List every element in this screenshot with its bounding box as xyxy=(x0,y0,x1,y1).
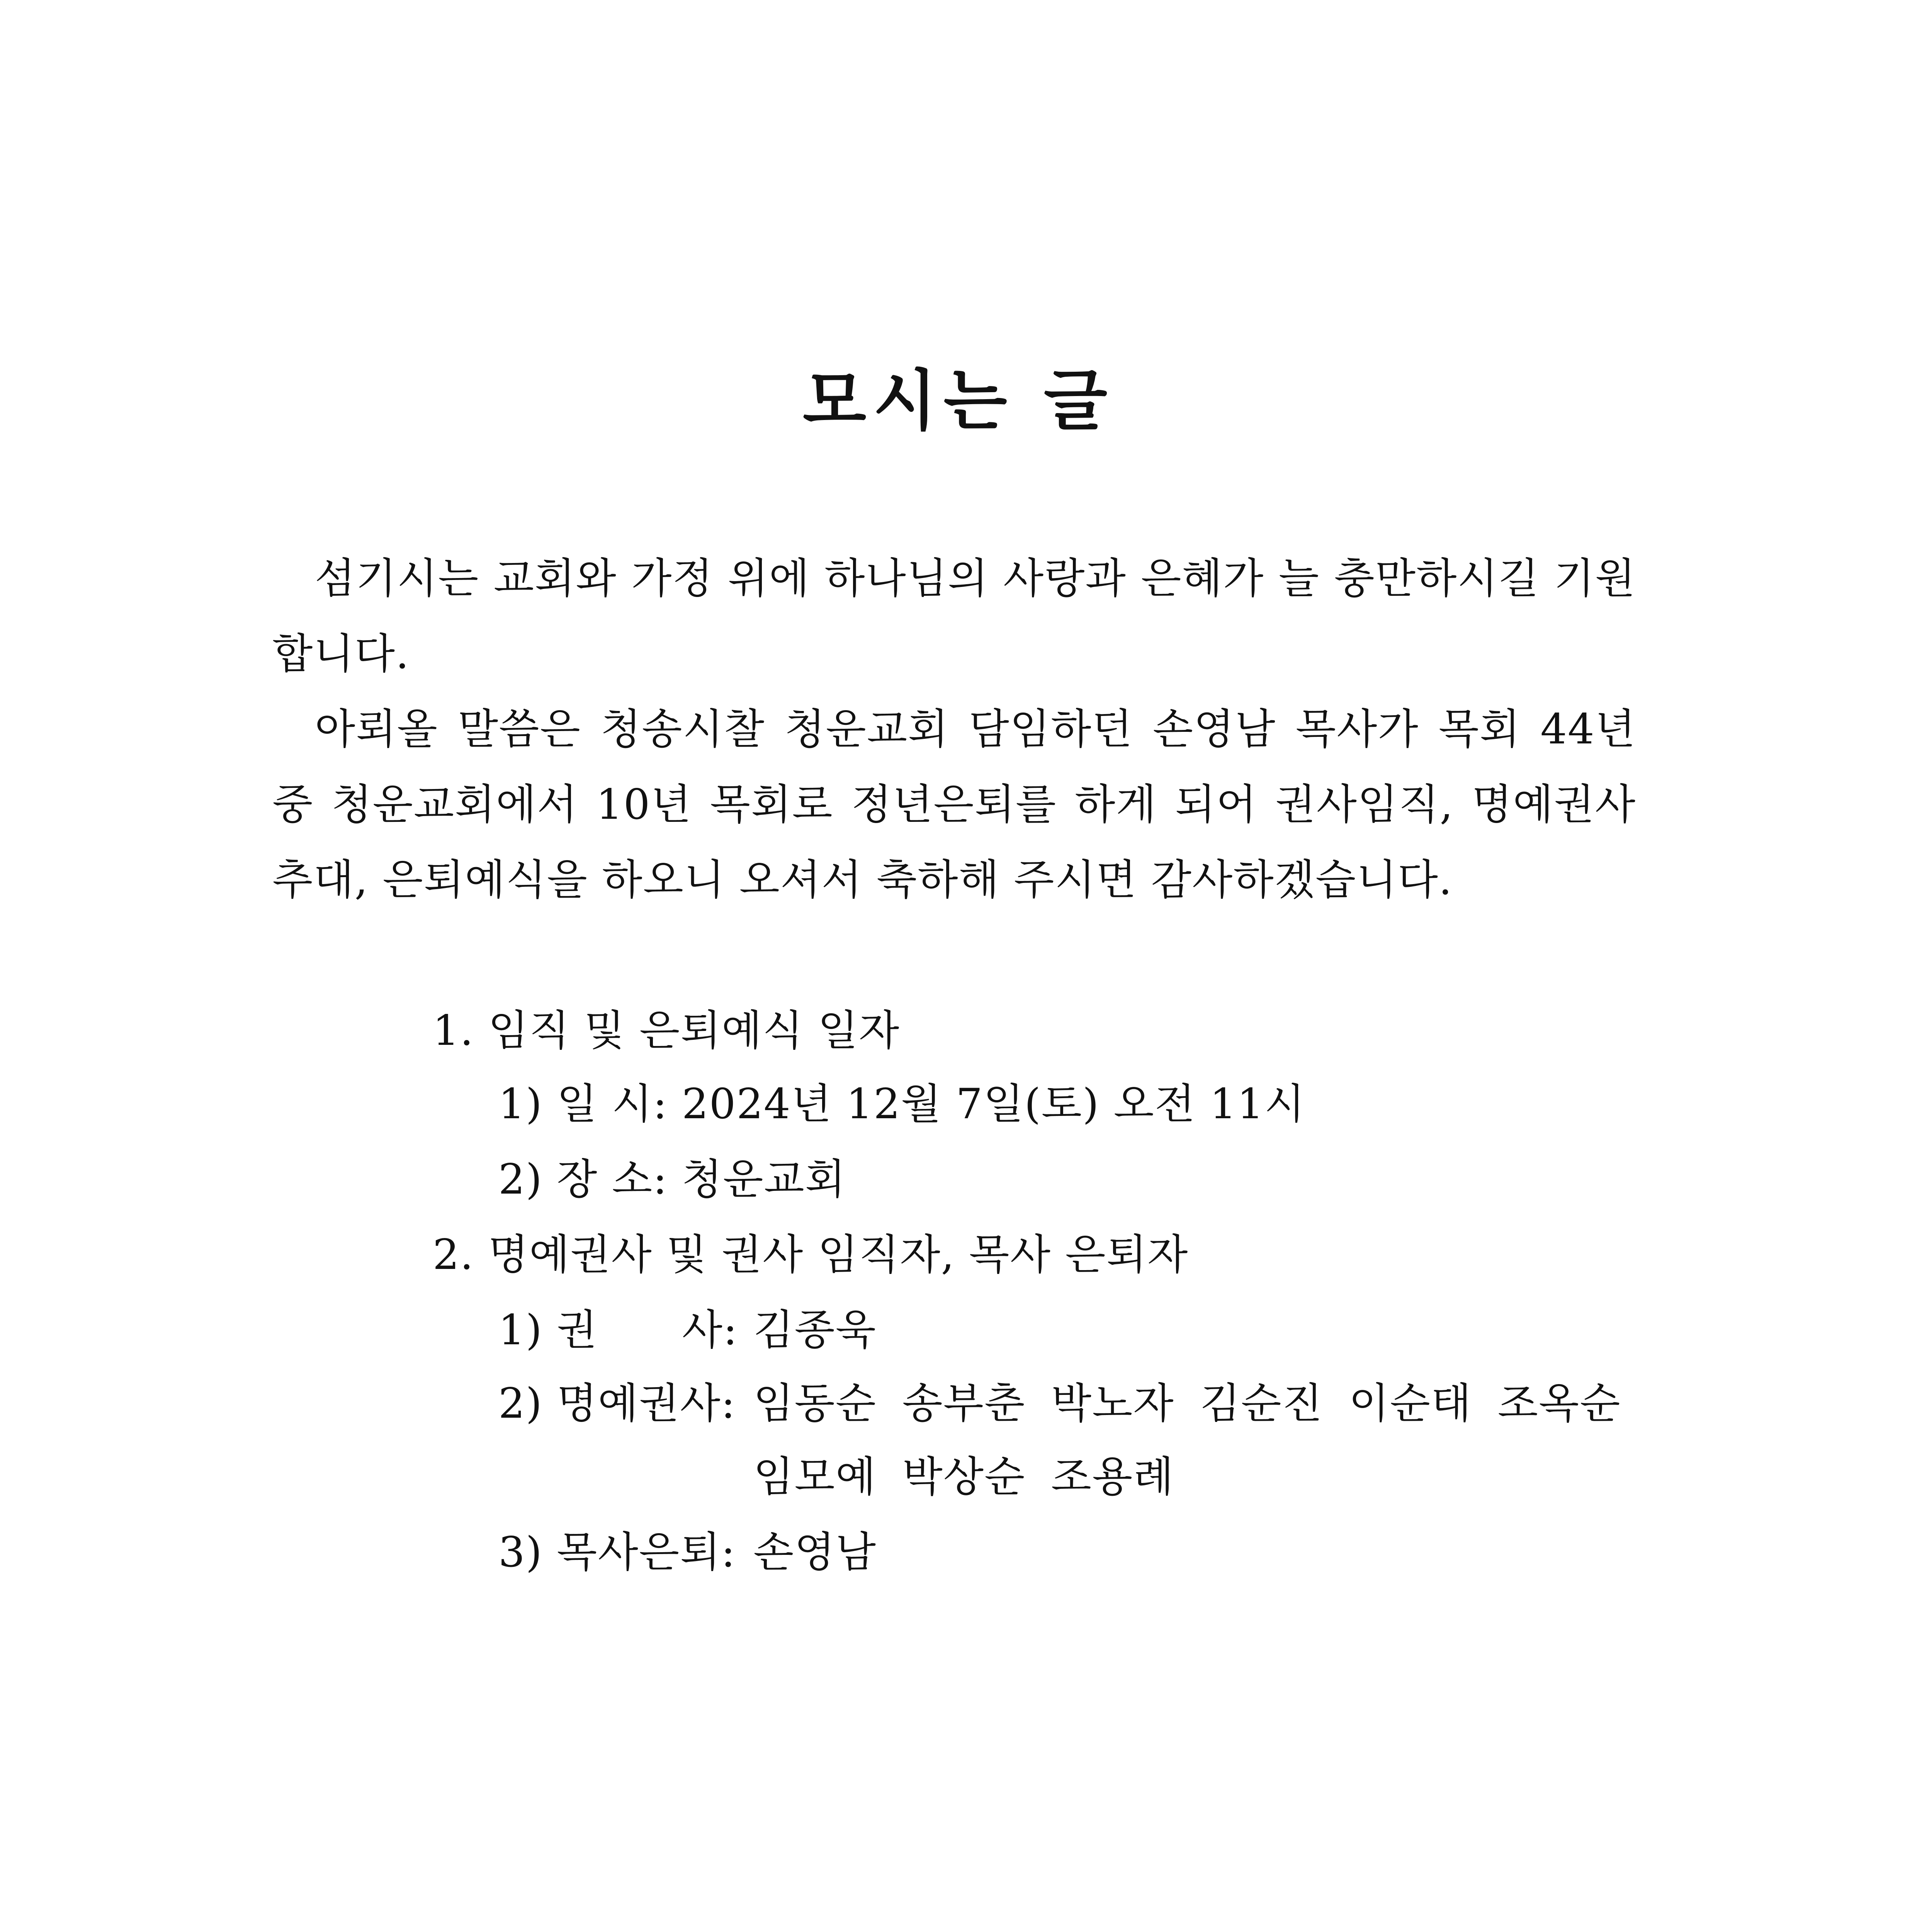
date-value: 2024년 12월 7일(토) 오전 11시 xyxy=(681,1080,1306,1128)
kwonsa-value: 김종욱 xyxy=(753,1306,877,1354)
kwonsa-row xyxy=(498,1296,877,1356)
section2-heading: 2. 명예권사 및 권사 임직자, 목사 은퇴자 xyxy=(433,1231,1189,1279)
date-label: 1) 일 시: xyxy=(498,1080,668,1128)
place-value: 청운교회 xyxy=(681,1155,846,1204)
page-title: 모시는 글 xyxy=(802,363,1115,439)
honorary-label: 2) 명예권사: xyxy=(498,1379,736,1428)
retire-value: 손영남 xyxy=(753,1528,877,1577)
honorary-names-line2: 임모예 박상순 조용례 xyxy=(753,1453,1174,1501)
honorary-names-line1: 임동순 송부춘 박노자 김순진 이순태 조옥순 xyxy=(753,1379,1621,1428)
greeting-paragraph: 섬기시는 교회와 가정 위에 하나님의 사랑과 은혜가 늘 충만하시길 기원합니다. xyxy=(272,554,1636,678)
section1-heading: 1. 임직 및 은퇴예식 일자 xyxy=(433,1007,900,1055)
announcement-paragraph: 아뢰올 말씀은 청송시찰 청운교회 담임하던 손영남 목사가 목회 44년 중 청운교회에서 10년 목회로 정년은퇴를 하게 되어 권사임직, 명예권사 추대, 은퇴예식을 하오니 오셔서 축하해 주시면 감사하겠습니다. xyxy=(272,705,1636,904)
place-row xyxy=(498,1146,846,1206)
kwonsa-label: 1) 권 사: xyxy=(498,1306,738,1354)
date-row xyxy=(498,1070,1305,1130)
retire-label: 3) 목사은퇴: xyxy=(498,1528,736,1577)
retire-row xyxy=(498,1519,877,1578)
honorary-row xyxy=(498,1370,1621,1430)
place-label: 2) 장 소: xyxy=(498,1155,668,1204)
